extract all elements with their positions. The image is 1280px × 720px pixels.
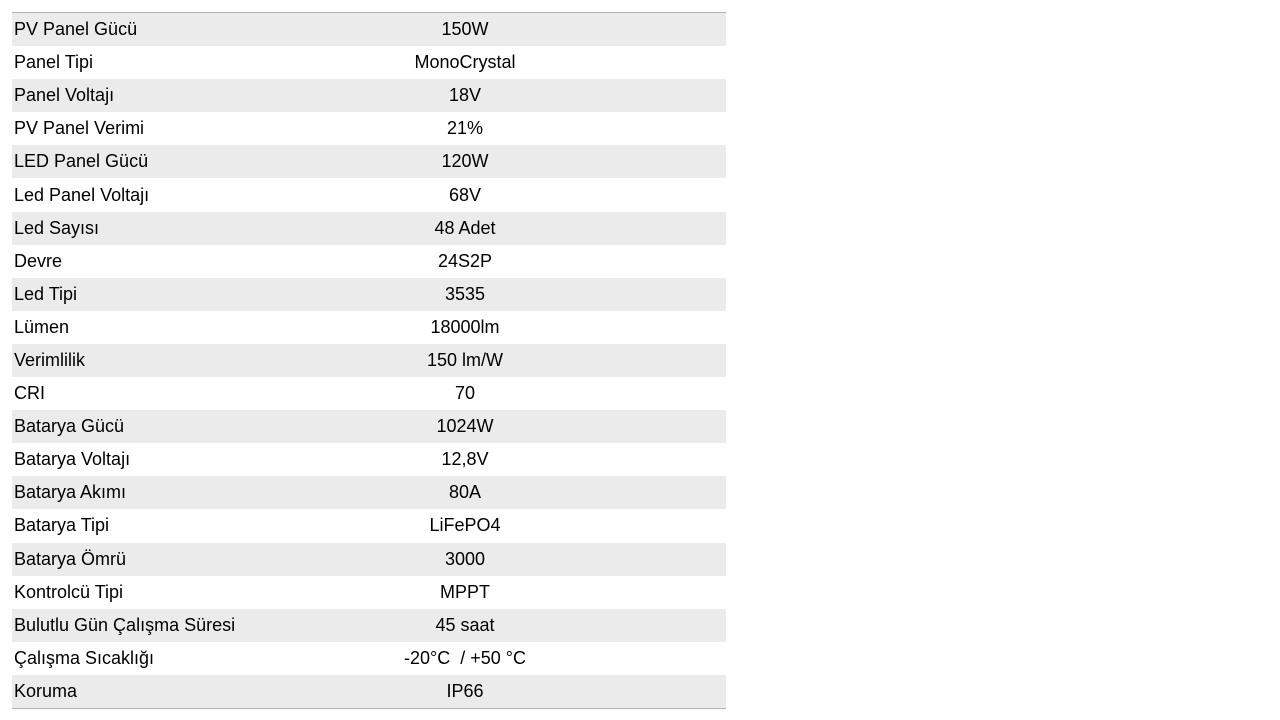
table-row [12,476,726,509]
row-value: 120W [441,151,489,172]
table-row [12,377,726,410]
table-row [12,410,726,443]
row-label: Verimlilik [14,349,86,370]
table-row [12,609,726,642]
row-label: Batarya Voltajı [14,449,131,470]
table-row [12,245,726,278]
row-label: Kontrolcü Tipi [14,581,124,602]
row-label: Led Panel Voltajı [14,184,150,205]
row-value: 24S2P [437,250,493,271]
table-row [12,642,726,675]
row-label: CRI [14,383,45,404]
row-label: LED Panel Gücü [14,151,149,172]
row-label: Çalışma Sıcaklığı [14,647,155,668]
spec-table [12,12,726,709]
table-row [12,443,726,476]
table-row [12,278,726,311]
row-label: Koruma [14,680,78,701]
table-row [12,344,726,377]
row-value: 80A [448,482,482,503]
table-row [12,46,726,79]
row-value: 150W [441,19,489,40]
table-row [12,145,726,178]
table-row [12,112,726,145]
table-row [12,311,726,344]
row-value: 68V [448,184,482,205]
row-value: 12,8V [441,449,489,470]
row-value: LiFePO4 [429,515,501,536]
table-row [12,543,726,576]
table-row [12,509,726,542]
row-value: MonoCrystal [414,52,516,73]
row-value: 18000lm [430,316,500,337]
row-label: Batarya Gücü [14,416,125,437]
row-label: Panel Tipi [14,52,94,73]
row-label: Bulutlu Gün Çalışma Süresi [14,614,236,635]
row-label: Devre [14,250,63,271]
row-value: IP66 [446,680,484,701]
row-value: 21% [446,118,484,139]
row-value: MPPT [439,581,490,602]
table-row [12,212,726,245]
row-value: 1024W [436,416,494,437]
row-label: Batarya Ömrü [14,548,127,569]
row-label: Led Tipi [14,283,78,304]
row-label: PV Panel Verimi [14,118,145,139]
row-label: Led Sayısı [14,217,100,238]
row-value: -20°C / +50 °C [404,647,526,668]
row-value: 48 Adet [434,217,496,238]
row-label: Panel Voltajı [14,85,115,106]
row-value: 3535 [444,283,486,304]
row-value: 18V [448,85,482,106]
row-value: 45 saat [435,614,495,635]
row-label: Batarya Tipi [14,515,110,536]
table-row [12,576,726,609]
row-label: PV Panel Gücü [14,19,138,40]
table-row [12,13,726,46]
row-value: 70 [454,383,476,404]
row-label: Batarya Akımı [14,482,127,503]
table-row [12,675,726,708]
table-row [12,79,726,112]
row-value: 3000 [444,548,486,569]
table-row [12,178,726,211]
row-value: 150 lm/W [426,349,504,370]
row-label: Lümen [14,316,70,337]
